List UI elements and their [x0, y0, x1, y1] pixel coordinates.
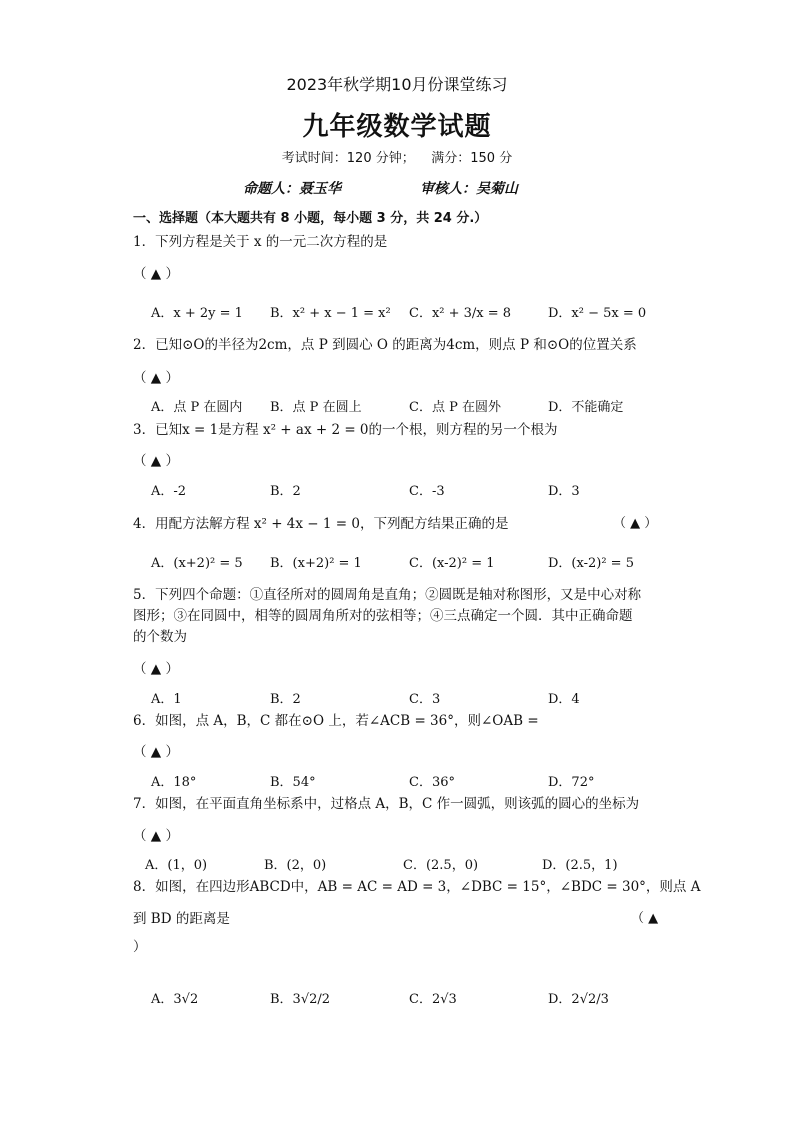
option-c: C．-3: [409, 484, 445, 499]
answer-mark: （ ▲ ）: [133, 453, 179, 469]
option-a: A．点 P 在圆内: [151, 400, 243, 415]
question-stem: 6．如图，点 A，B，C 都在⊙O 上，若∠ACB = 36°，则∠OAB =: [133, 713, 539, 729]
answer-mark-close: ）: [133, 939, 147, 955]
option-b: B．(x+2)² = 1: [270, 556, 362, 571]
option-d: D．(2.5，1): [542, 858, 618, 873]
option-a: A．-2: [151, 484, 187, 499]
page-title: 九年级数学试题: [302, 112, 492, 141]
answer-mark-open: （ ▲: [631, 911, 659, 926]
option-a: A．18°: [151, 775, 197, 790]
question-stem: 1．下列方程是关于 x 的一元二次方程的是: [133, 234, 388, 250]
question-stem-line-1: 8．如图，在四边形ABCD中，AB = AC = AD = 3，∠DBC = 15°，∠BDC = 30°，则点 A: [133, 879, 701, 895]
option-b: B．2: [270, 692, 301, 707]
option-d: D．72°: [548, 775, 595, 790]
option-a: A．(1，0): [145, 858, 208, 873]
option-d: D．x² − 5x = 0: [548, 306, 647, 321]
option-a: A．1: [151, 692, 182, 707]
reviewer: 审核人：吴菊山: [420, 182, 518, 197]
exam-series: 2023年秋学期10月份课堂练习: [286, 75, 508, 94]
exam-info: 考试时间：120 分钟； 满分：150 分: [281, 151, 513, 166]
question-stem-line-1: 5．下列四个命题：①直径所对的圆周角是直角；②圆既是轴对称图形，又是中心对称: [133, 587, 642, 603]
option-a: A．(x+2)² = 5: [151, 556, 243, 571]
option-c: C．2√3: [409, 992, 457, 1007]
option-d: D．(x-2)² = 5: [548, 556, 634, 571]
option-b: B．3√2/2: [270, 992, 331, 1007]
answer-mark: （ ▲ ）: [133, 828, 179, 844]
option-b: B．x² + x − 1 = x²: [270, 306, 391, 321]
section-heading: 一、选择题（本大题共有 8 小题，每小题 3 分，共 24 分.）: [133, 211, 488, 226]
option-c: C．x² + 3/x = 8: [409, 306, 512, 321]
question-stem: 7．如图，在平面直角坐标系中，过格点 A，B，C 作一圆弧，则该弧的圆心的坐标为: [133, 796, 640, 812]
question-stem-line-3: 的个数为: [133, 629, 187, 645]
option-b: B．(2，0): [264, 858, 327, 873]
answer-mark: （ ▲ ）: [133, 266, 179, 282]
question-stem: 2．已知⊙O的半径为2cm，点 P 到圆心 O 的距离为4cm，则点 P 和⊙O的位置关系: [133, 337, 637, 353]
option-d: D．不能确定: [548, 400, 624, 415]
option-d: D．2√2/3: [548, 992, 609, 1007]
setter: 命题人：聂玉华: [243, 182, 341, 197]
question-stem-line-2: 图形；③在同圆中，相等的圆周角所对的弦相等；④三点确定一个圆．其中正确命题: [133, 608, 633, 624]
option-c: C．36°: [409, 775, 455, 790]
option-c: C．(2.5，0): [403, 858, 479, 873]
question-stem-line-2: 到 BD 的距离是: [133, 911, 230, 927]
option-a: A．3√2: [151, 992, 199, 1007]
option-c: C．点 P 在圆外: [409, 400, 501, 415]
option-c: C．(x-2)² = 1: [409, 556, 495, 571]
option-b: B．2: [270, 484, 301, 499]
answer-mark: （ ▲ ）: [133, 370, 179, 386]
question-stem: 4．用配方法解方程 x² + 4x − 1 = 0，下列配方结果正确的是: [133, 516, 509, 532]
question-stem: 3．已知x = 1是方程 x² + ax + 2 = 0的一个根，则方程的另一个根为: [133, 422, 558, 438]
option-a: A．x + 2y = 1: [151, 306, 243, 321]
option-c: C．3: [409, 692, 441, 707]
answer-mark: （ ▲ ）: [613, 516, 658, 531]
option-d: D．3: [548, 484, 580, 499]
answer-mark: （ ▲ ）: [133, 661, 179, 677]
option-d: D．4: [548, 692, 580, 707]
option-b: B．54°: [270, 775, 316, 790]
option-b: B．点 P 在圆上: [270, 400, 362, 415]
answer-mark: （ ▲ ）: [133, 744, 179, 760]
